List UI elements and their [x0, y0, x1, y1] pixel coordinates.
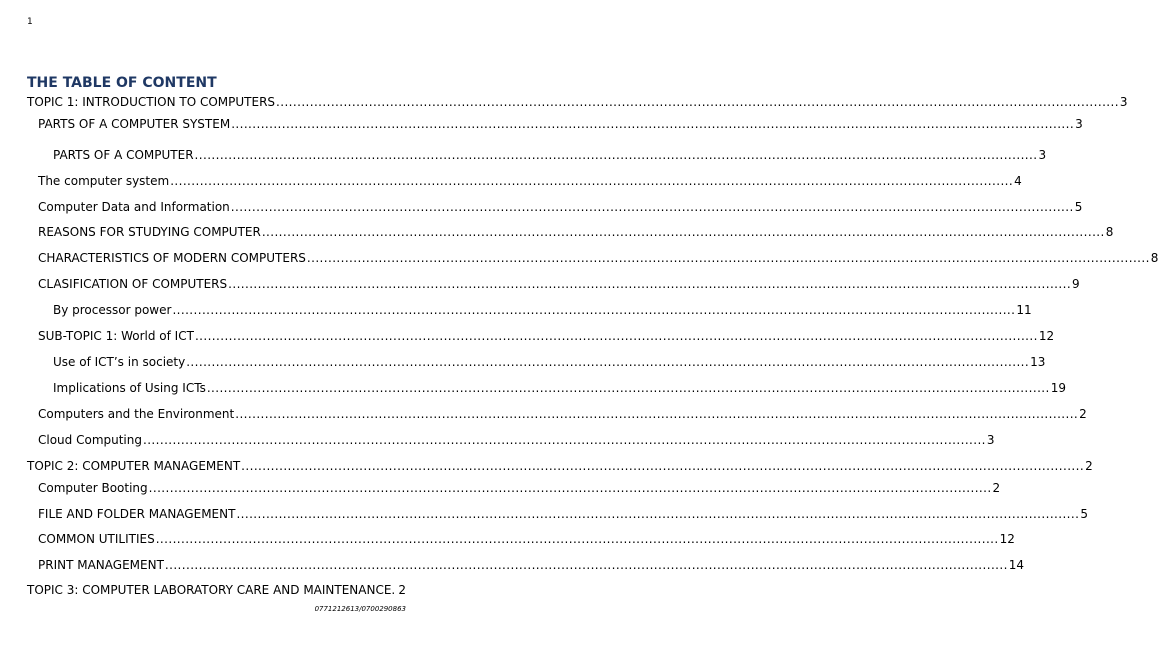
toc-entry-label: Implications of Using ICTs	[53, 381, 206, 395]
toc-entry[interactable]	[53, 380, 1066, 396]
toc-entry-page: 3	[1038, 148, 1047, 162]
toc-entry[interactable]	[27, 94, 1128, 110]
toc-entry-page: 14	[1008, 558, 1025, 572]
toc-entry-label: By processor power	[53, 303, 172, 317]
toc-leader-dots: ........................................................................................................................................................................................................	[186, 355, 1030, 369]
toc-entry-page: 9	[1072, 277, 1080, 291]
toc-entry-page: 12	[999, 532, 1015, 546]
toc-entry-label: Use of ICT’s in society	[53, 355, 186, 369]
toc-entry[interactable]	[38, 531, 1015, 547]
toc-entry-page: 5	[1080, 507, 1088, 521]
toc-entry[interactable]	[27, 458, 1093, 474]
toc-entry-label: REASONS FOR STUDYING COMPUTER	[38, 225, 261, 239]
toc-entry-page: 2	[1085, 459, 1093, 473]
toc-entry-label: Computer Booting	[38, 481, 148, 495]
toc-leader-dots: ........................................................................................................................................................................................................	[194, 148, 1038, 162]
toc-leader-dots: ........................................................................................................................................................................................................	[172, 303, 1016, 317]
toc-entry-label: The computer system	[38, 174, 170, 188]
toc-entry-label: CHARACTERISTICS OF MODERN COMPUTERS	[38, 251, 306, 265]
toc-leader-dots: ........................................................................................................................................................................................................	[235, 407, 1079, 421]
toc-entry[interactable]	[38, 276, 1080, 292]
toc-entry-label: COMMON UTILITIES	[38, 532, 155, 546]
toc-entry-page: 2	[398, 583, 406, 597]
toc-leader-dots: ........................................................................................................................................................................................................	[261, 225, 1105, 239]
toc-entry-page: 2	[1079, 407, 1087, 421]
toc-entry-label: PARTS OF A COMPUTER SYSTEM	[38, 117, 231, 131]
toc-entry[interactable]	[38, 250, 1158, 266]
toc-entry[interactable]	[53, 354, 1046, 370]
toc-entry-page: 3	[986, 433, 995, 447]
toc-leader-dots: ........................................................................................................................................................................................................	[276, 95, 1119, 109]
toc-entry-label: FILE AND FOLDER MANAGEMENT	[38, 507, 236, 521]
toc-entry-label: Computer Data and Information	[38, 200, 230, 214]
toc-leader-dots	[396, 582, 397, 598]
toc-entry-label: PARTS OF A COMPUTER	[53, 148, 194, 162]
toc-leader-dots: ........................................................................................................................................................................................................	[206, 381, 1050, 395]
toc-leader-dots: ........................................................................................................................................................................................................	[194, 329, 1038, 343]
toc-entry-page: 2	[992, 481, 1001, 495]
page-number: 1	[27, 17, 33, 27]
toc-entry[interactable]	[53, 147, 1047, 163]
toc-entry[interactable]	[38, 506, 1088, 522]
toc-entry[interactable]	[53, 302, 1032, 318]
toc-entry-label: PRINT MANAGEMENT	[38, 558, 164, 572]
toc-leader-dots: ........................................................................................................................................................................................................	[231, 117, 1075, 131]
toc-title: THE TABLE OF CONTENT	[27, 75, 217, 91]
toc-leader-dots: ........................................................................................................................................................................................................	[170, 174, 1014, 188]
toc-entry-page: 13	[1030, 355, 1046, 369]
toc-entry-page: 4	[1014, 174, 1022, 188]
toc-entry[interactable]	[38, 116, 1083, 132]
toc-entry-label: CLASIFICATION OF COMPUTERS	[38, 277, 228, 291]
toc-entry-label: Computers and the Environment	[38, 407, 235, 421]
toc-leader-dots: ........................................................................................................................................................................................................	[148, 481, 992, 495]
toc-entry-page: 19	[1050, 381, 1066, 395]
toc-entry-label: TOPIC 1: INTRODUCTION TO COMPUTERS	[27, 95, 276, 109]
toc-entry[interactable]	[38, 224, 1114, 240]
toc-entry-label: TOPIC 3: COMPUTER LABORATORY CARE AND MAINTENANCE.	[27, 583, 396, 597]
toc-leader-dots: ........................................................................................................................................................................................................	[143, 433, 986, 447]
toc-entry-label: SUB-TOPIC 1: World of ICT	[38, 329, 194, 343]
toc-entry[interactable]	[38, 557, 1025, 573]
toc-entry-page: 12	[1038, 329, 1055, 343]
toc-entry[interactable]	[38, 199, 1083, 215]
toc-leader-dots: ........................................................................................................................................................................................................	[230, 200, 1074, 214]
toc-entry-page: 5	[1074, 200, 1083, 214]
toc-leader-dots: ........................................................................................................................................................................................................	[164, 558, 1008, 572]
toc-entry[interactable]	[38, 406, 1087, 422]
toc-entry-page: 8	[1105, 225, 1114, 239]
toc-leader-dots: ........................................................................................................................................................................................................	[241, 459, 1085, 473]
toc-entry-page: 8	[1150, 251, 1158, 265]
toc-leader-dots: ........................................................................................................................................................................................................	[306, 251, 1150, 265]
toc-entry-page: 3	[1119, 95, 1128, 109]
toc-leader-dots: ........................................................................................................................................................................................................	[236, 507, 1080, 521]
toc-entry[interactable]	[27, 582, 406, 598]
toc-entry[interactable]	[38, 173, 1022, 189]
toc-entry-label: TOPIC 2: COMPUTER MANAGEMENT	[27, 459, 241, 473]
toc-entry-label: Cloud Computing	[38, 433, 142, 447]
toc-entry-page: 11	[1016, 303, 1032, 317]
toc-entry[interactable]	[38, 480, 1001, 496]
toc-leader-dots: ........................................................................................................................................................................................................	[155, 532, 999, 546]
footer-phone: 0771212613/0700290863	[314, 605, 406, 613]
toc-leader-dots: ........................................................................................................................................................................................................	[228, 277, 1072, 291]
toc-entry[interactable]	[38, 328, 1055, 344]
toc-entry[interactable]	[38, 432, 995, 448]
toc-entry-page: 3	[1075, 117, 1083, 131]
